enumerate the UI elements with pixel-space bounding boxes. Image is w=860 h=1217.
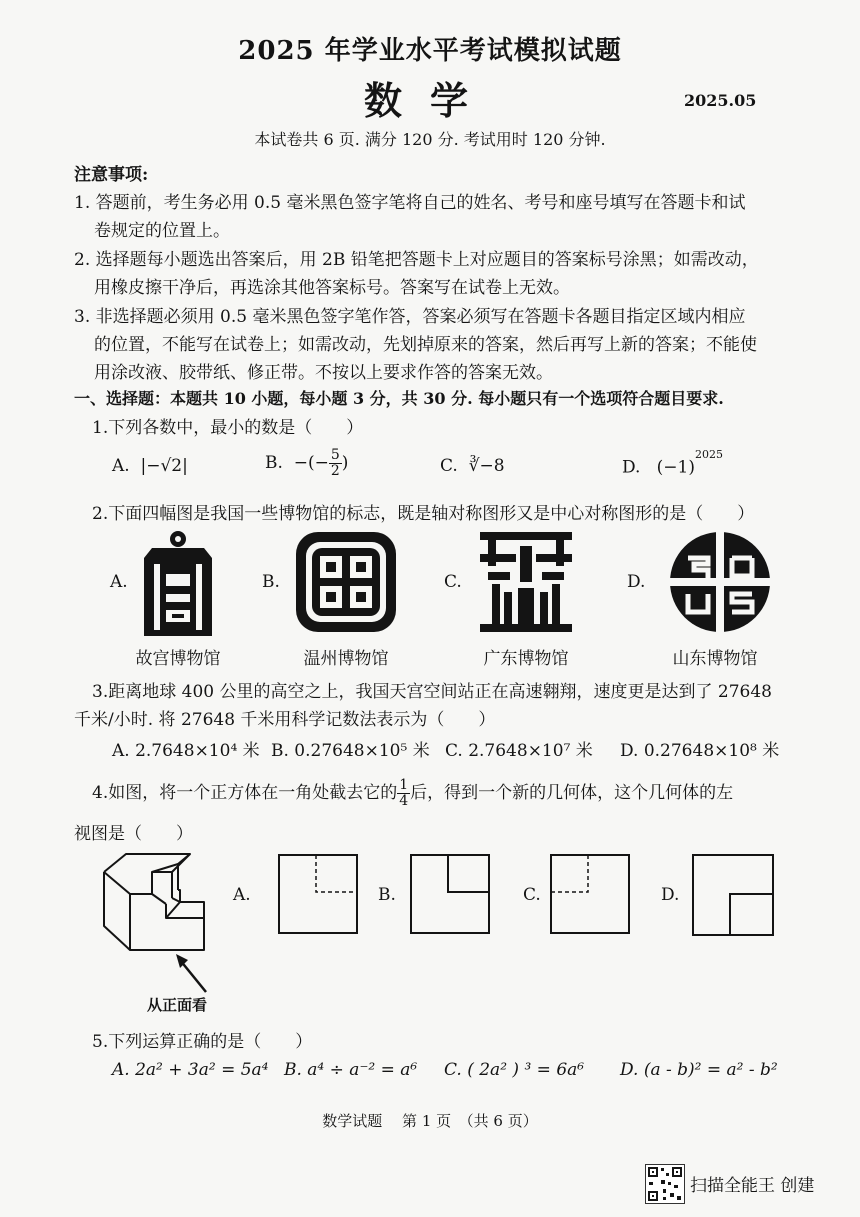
- q2-label-b: B.: [262, 572, 280, 592]
- notice-item-2-line-1: 2. 选择题每小题选出答案后，用 2B 铅笔把答题卡上对应题目的答案标号涂黑；如需改动，: [74, 250, 759, 270]
- section-heading: 一、选择题：本题共 10 小题，每小题 3 分，共 30 分. 每小题只有一个选项符合题目要求.: [74, 389, 724, 408]
- q2-label-c: C.: [444, 572, 462, 592]
- notice-item-3-line-1: 3. 非选择题必须用 0.5 毫米黑色签字笔作答，答案必须写在答题卡各题目指定区域内相应: [74, 307, 746, 327]
- q2-stem: 2.下面四幅图是我国一些博物馆的标志，既是轴对称图形又是中心对称图形的是（ ）: [92, 504, 755, 524]
- view-direction-arrow: [170, 950, 210, 996]
- guangdong-museum-logo: [480, 532, 572, 632]
- notice-heading: 注意事项:: [74, 165, 149, 185]
- subject-title: 数学: [363, 78, 496, 123]
- cut-cube-figure: [100, 850, 212, 960]
- q5-option-c: C. ( 2a² ) ³ = 6a⁶: [444, 1060, 585, 1080]
- q1-d-exponent: 2025: [694, 448, 723, 461]
- q4-view-option-c: [550, 854, 630, 934]
- q4-view-option-b: [410, 854, 490, 934]
- q1-b-den: 2: [330, 463, 340, 479]
- q1-b-post: ): [341, 453, 349, 473]
- wenzhou-museum-logo: [294, 530, 398, 634]
- q3-stem-line-1: 3.距离地球 400 公里的高空之上，我国天宫空间站正在高速翱翔，速度更是达到了 27648: [92, 682, 772, 702]
- q3-option-c: C. 2.7648×10⁷ 米: [445, 741, 593, 761]
- notice-item-1-line-2: 卷规定的位置上。: [94, 221, 230, 241]
- q5-option-b: B. a⁴ ÷ a⁻² = a⁶: [284, 1060, 418, 1080]
- q1-b-num: 5: [330, 447, 340, 463]
- exam-date: 2025.05: [684, 91, 757, 110]
- q4-label-b: B.: [378, 885, 396, 905]
- q1-option-c: [440, 456, 505, 476]
- q4-view-caption: 从正面看: [147, 996, 208, 1014]
- q1-a-text: |−√2|: [140, 456, 188, 476]
- q4-label-d: D.: [661, 885, 680, 905]
- q3-option-b: B. 0.27648×10⁵ 米: [271, 741, 430, 761]
- q1-c-text: ∛−8: [468, 456, 505, 476]
- q2-label-a: A.: [110, 572, 128, 592]
- q1-b-fraction: [329, 448, 342, 479]
- q1-a-label: A.: [112, 456, 130, 476]
- q2-label-d: D.: [627, 572, 646, 592]
- notice-item-3-line-3: 用涂改液、胶带纸、修正带。不按以上要求作答的答案无效。: [94, 363, 553, 383]
- q2-caption-d: 山东博物馆: [672, 649, 758, 669]
- exam-title: 2025 年学业水平考试模拟试题: [238, 36, 622, 66]
- page-info: 本试卷共 6 页. 满分 120 分. 考试用时 120 分钟.: [254, 130, 606, 149]
- q1-b-pre: −(−: [293, 453, 329, 473]
- q3-option-a: A. 2.7648×10⁴ 米: [112, 741, 260, 761]
- q5-option-a: A. 2a² + 3a² = 5a⁴: [112, 1060, 269, 1080]
- q4-label-c: C.: [523, 885, 541, 905]
- q1-b-label: B.: [265, 453, 283, 473]
- q2-caption-a: 故宫博物馆: [135, 649, 221, 669]
- q1-option-b: [265, 448, 348, 479]
- notice-item-3-line-2: 的位置，不能写在试卷上；如需改动，先划掉原来的答案，然后再写上新的答案；不能使: [94, 335, 757, 355]
- q4-fraction: [397, 778, 410, 809]
- q4-stem-line-2: 视图是（ ）: [74, 824, 193, 844]
- q1-d-text: (−1): [656, 457, 695, 478]
- notice-item-2-line-2: 用橡皮擦干净后，再选涂其他答案标号。答案写在试卷上无效。: [94, 278, 570, 298]
- notice-item-1-line-1: 1. 答题前，考生务必用 0.5 毫米黑色签字笔将自己的姓名、考号和座号填写在答题卡和试: [74, 193, 746, 213]
- q4-frac-num: 1: [399, 777, 409, 793]
- q4-stem-line-1: [92, 778, 733, 809]
- palace-museum-logo: [138, 526, 218, 636]
- q1-d-label: D.: [622, 457, 641, 478]
- q4-stem-pre: 4.如图，将一个正方体在一角处截去它的: [92, 783, 398, 803]
- q3-option-d: D. 0.27648×10⁸ 米: [620, 741, 780, 761]
- q1-option-a: [112, 456, 188, 476]
- scanner-brand: 扫描全能王 创建: [690, 1176, 815, 1196]
- q4-frac-den: 4: [399, 793, 409, 809]
- page-footer: 数学试题 第 1 页 （共 6 页）: [322, 1112, 538, 1130]
- q3-stem-line-2: 千米/小时. 将 27648 千米用科学记数法表示为（ ）: [74, 710, 496, 730]
- q5-option-d: D. (a - b)² = a² - b²: [620, 1060, 778, 1080]
- q2-caption-c: 广东博物馆: [483, 649, 569, 669]
- q4-stem-post: 后，得到一个新的几何体，这个几何体的左: [410, 783, 734, 803]
- q5-stem: 5.下列运算正确的是（ ）: [92, 1032, 313, 1052]
- q1-stem: 1.下列各数中，最小的数是（ ）: [92, 418, 364, 438]
- qr-code-icon: [645, 1164, 685, 1204]
- q4-label-a: A.: [233, 885, 251, 905]
- q4-view-option-a: [278, 854, 358, 934]
- q4-view-option-d: [692, 854, 774, 936]
- q1-option-d: [622, 448, 723, 478]
- q2-caption-b: 温州博物馆: [303, 649, 389, 669]
- q1-c-label: C.: [440, 456, 458, 476]
- shandong-museum-logo: [668, 530, 772, 634]
